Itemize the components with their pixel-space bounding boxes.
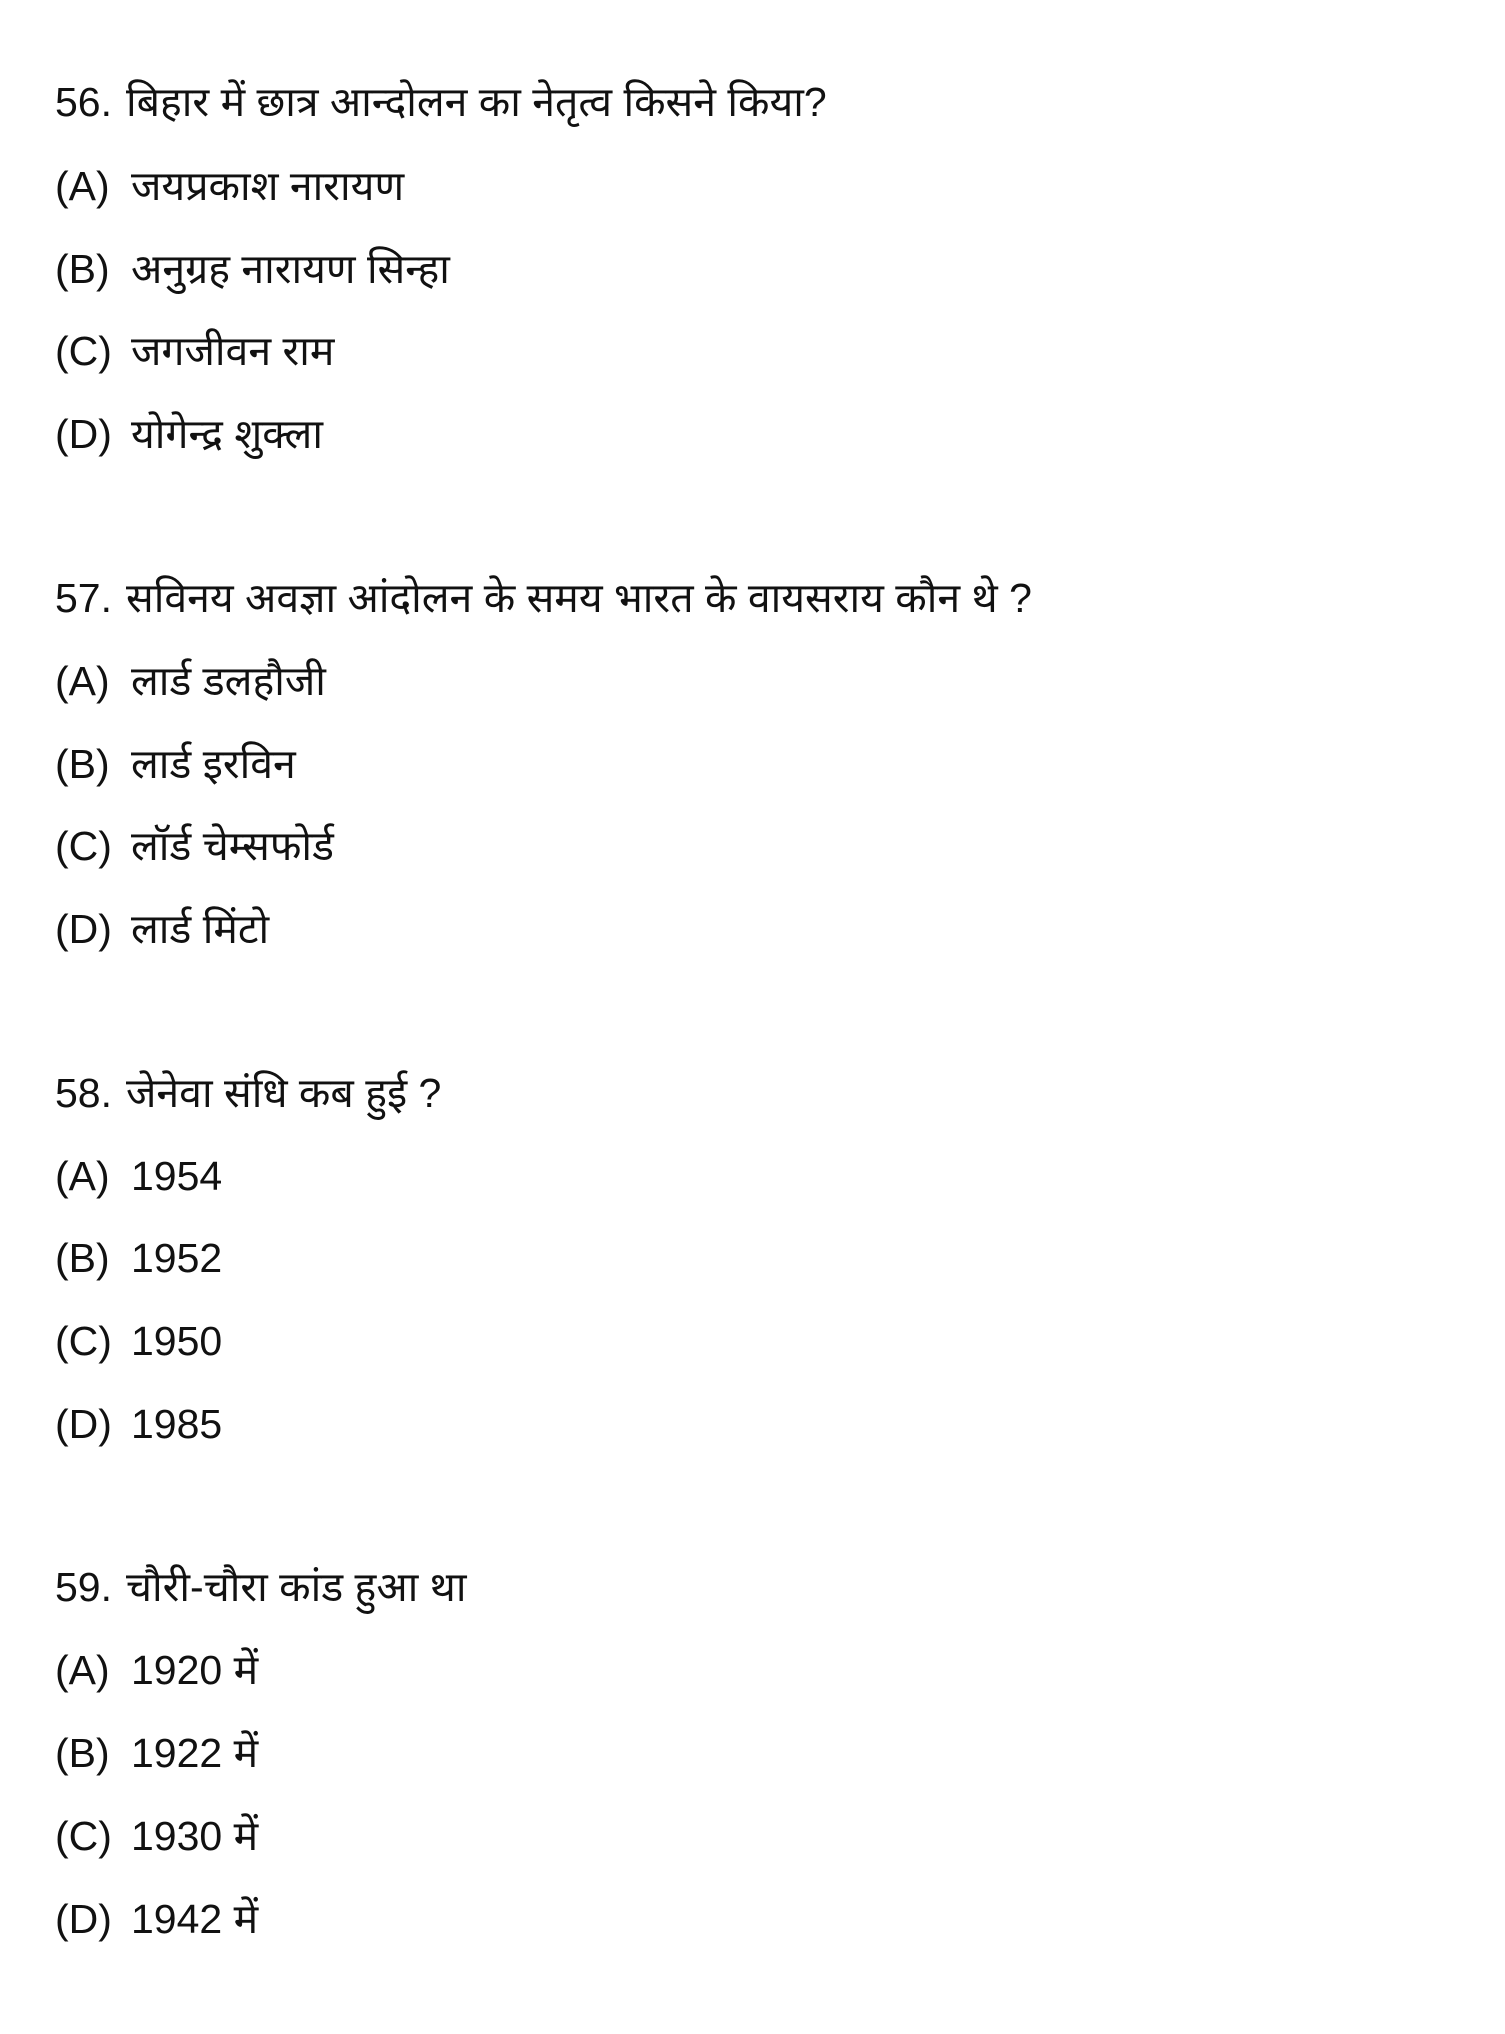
option-label: (B) [55,1235,110,1281]
option-text: 1954 [131,1153,223,1199]
option-label: (C) [55,823,112,869]
option-label: (C) [55,1318,112,1364]
option-b [55,241,450,297]
question-text: बिहार में छात्र आन्दोलन का नेतृत्व किसने किया? [126,79,827,125]
option-text: 1922 में [131,1730,259,1776]
option-text: लॉर्ड चेम्सफोर्ड [131,823,334,869]
option-label: (A) [55,1647,110,1693]
question-text: जेनेवा संधि कब हुई ? [126,1070,442,1116]
option-text: जगजीवन राम [131,328,335,374]
option-label: (A) [55,658,110,704]
option-c [55,323,334,379]
option-c [55,1808,258,1864]
option-text: लार्ड इरविन [131,741,296,787]
option-d [55,901,269,957]
option-text: 1920 में [131,1647,259,1693]
option-a [55,653,326,709]
option-label: (D) [55,1401,112,1447]
option-label: (A) [55,163,110,209]
question-number: 56. [55,79,112,125]
option-label: (D) [55,906,112,952]
option-label: (C) [55,328,112,374]
option-b [55,1725,258,1781]
question-59 [55,1559,466,1615]
option-text: 1952 [131,1235,223,1281]
option-label: (B) [55,246,110,292]
option-label: (C) [55,1813,112,1859]
option-b [55,1230,222,1286]
option-text: 1930 में [131,1813,259,1859]
option-text: अनुग्रह नारायण सिन्हा [131,246,450,292]
option-d [55,406,323,462]
question-57 [55,570,1032,626]
question-56 [55,74,827,130]
option-text: जयप्रकाश नारायण [131,163,405,209]
question-number: 57. [55,575,112,621]
option-a [55,1642,258,1698]
option-a [55,158,404,214]
option-text: 1985 [131,1401,223,1447]
option-label: (B) [55,741,110,787]
option-c [55,1313,222,1369]
option-d [55,1891,258,1947]
option-label: (B) [55,1730,110,1776]
question-text: चौरी-चौरा कांड हुआ था [126,1564,467,1610]
question-58 [55,1065,441,1121]
option-text: लार्ड डलहौजी [131,658,326,704]
option-text: लार्ड मिंटो [131,906,270,952]
option-label: (D) [55,411,112,457]
option-label: (D) [55,1896,112,1942]
question-text: सविनय अवज्ञा आंदोलन के समय भारत के वायसराय कौन थे ? [126,575,1032,621]
option-b [55,736,296,792]
question-number: 58. [55,1070,112,1116]
option-text: योगेन्द्र शुक्ला [131,411,323,457]
option-c [55,818,334,874]
option-text: 1942 में [131,1896,259,1942]
option-label: (A) [55,1153,110,1199]
option-a [55,1148,222,1204]
option-text: 1950 [131,1318,223,1364]
question-number: 59. [55,1564,112,1610]
option-d [55,1396,222,1452]
